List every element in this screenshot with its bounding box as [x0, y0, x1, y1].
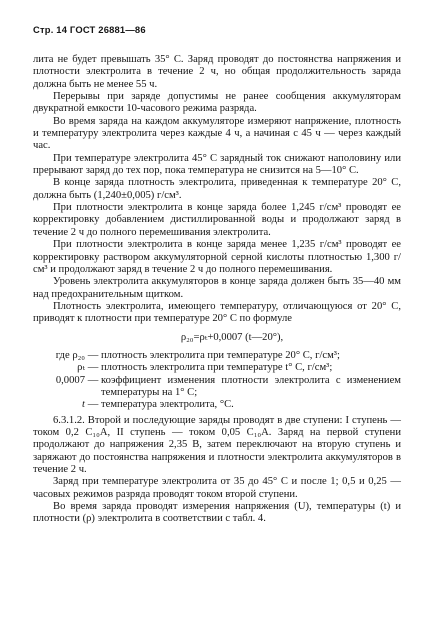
definition-dash: —	[87, 374, 99, 386]
definition-dash: —	[87, 362, 99, 374]
section-paragraph: 6.3.1.2. Второй и последующие заряды проводят в две ступени: I ступень — током 0,2 C₁₀A, II ступень — током 0,05 C₁₀A. Заряд на первой ступени продолжают до напряжения 2,35 В, затем переключают на вторую ступень и заряжают до постоянства напряжения и плотности электролита аккумуляторов в течение 2 ч.	[33, 414, 401, 475]
density-formula: ρ₂₀=ρₜ+0,0007 (t—20°),	[180, 331, 284, 343]
definition-symbol: ρₜ	[77, 362, 85, 374]
definition-item	[33, 399, 401, 411]
paragraph: Плотность электролита, имеющего температуру, отличающуюся от 20° С, приводят к плотности при температуре 20° С по формуле	[33, 300, 401, 325]
paragraph: лита не будет превышать 35° С. Заряд проводят до постоянства напряжения и плотности электролита в течение 2 ч, но общая продолжительность заряда должна быть не менее 55 ч.	[33, 54, 401, 90]
formula-definitions	[33, 350, 401, 412]
page-body	[33, 54, 401, 526]
definition-text: температура электролита, °С.	[101, 399, 234, 411]
definition-text: плотность электролита при температуре 20° С, г/см³;	[101, 349, 340, 361]
paragraph: Перерывы при заряде допустимы не ранее сообщения аккумуляторам двукратной емкости 10-часового режима разряда.	[33, 91, 401, 115]
paragraph: При плотности электролита в конце заряда более 1,245 г/см³ проводят ее корректировку добавлением дистиллированной воды и продолжают заряд в течение 2 ч до полного перемешивания электролита.	[33, 202, 401, 238]
definition-dash: —	[87, 399, 99, 411]
paragraph: При плотности электролита в конце заряда менее 1,235 г/см³ проводят ее корректировку раствором аккумуляторной серной кислоты плотностью 1,300 г/см³ и продолжают заряд в течение 2 ч до полного перемешивания.	[33, 239, 401, 275]
definition-symbol: t	[82, 399, 85, 411]
paragraph: При температуре электролита 45° С зарядный ток снижают наполовину или прерывают заряд до тех пор, пока температура не снизится на 5—10° С.	[33, 152, 401, 177]
definition-symbol: 0,0007	[55, 374, 85, 386]
definition-text: коэффициент изменения плотности электролита с изменением температуры на 1° С;	[101, 374, 401, 398]
paragraph: В конце заряда плотность электролита, приведенная к температуре 20° С, должна быть (1,240±0,005) г/см³.	[33, 177, 401, 201]
definition-text: плотность электролита при температуре t° С, г/см³;	[101, 362, 333, 374]
section-paragraph: Во время заряда проводят измерения напряжения (U), температуры (t) и плотности (ρ) электролита в соответствии с табл. 4.	[33, 501, 401, 525]
definition-lead: где	[55, 349, 70, 361]
page-header: Стр. 14 ГОСТ 26881—86	[33, 24, 146, 35]
paragraph: Уровень электролита аккумуляторов в конце заряда должен быть 35—40 мм над предохранительным щитком.	[33, 276, 401, 300]
section-paragraph: Заряд при температуре электролита от 35 до 45° С и после 1; 0,5 и 0,25 — часовых режимов разряда проводят током второй ступени.	[33, 476, 401, 500]
definition-item	[33, 375, 401, 400]
definition-item	[33, 362, 401, 374]
definition-symbol: ρ₂₀	[72, 349, 85, 361]
definition-item	[33, 350, 401, 362]
paragraph: Во время заряда на каждом аккумуляторе измеряют напряжение, плотность и температуру электролита через каждые 4 ч, а начиная с 45 ч — через каждый час.	[33, 115, 401, 152]
definition-dash: —	[87, 349, 99, 361]
